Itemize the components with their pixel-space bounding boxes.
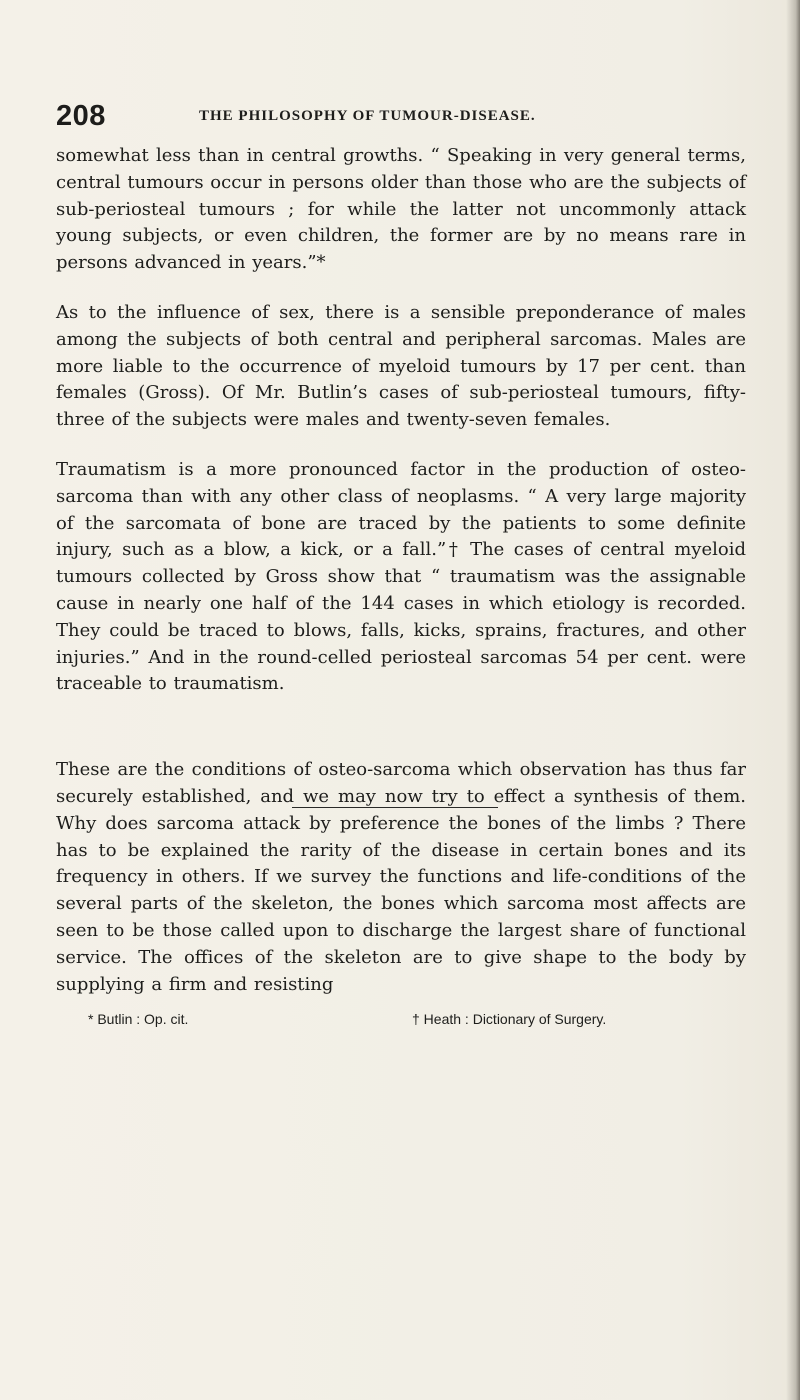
footnotes [88,1011,708,1035]
body-text [56,143,746,998]
paragraph-synthesis: These are the conditions of osteo-sarcoma which observation has thus far securely established, and we may now try to effect a synthesis of them. Why does sarcoma attack by preference the bones of the limbs ? There has to be explained the rarity of the disease in certain bones and its frequency in others. If we survey the functions and life-conditions of the several parts of the skeleton, the bones which sarcoma most affects are seen to be those called upon to discharge the largest share of functional service. The offices of the skeleton are to give shape to the body by supplying a firm and resisting [56,759,746,995]
running-head: THE PHILOSOPHY OF TUMOUR-DISEASE. [199,108,536,124]
footnote-butlin: * Butlin : Op. cit. [88,1011,189,1027]
paragraph-traumatism: Traumatism is a more pronounced factor in the production of osteo-sarcoma than with any other class of neoplasms. “ A very large majority of the sarcomata of bone are traced by the patients to some definite injury, such as a blow, a kick, or a fall.”† The cases of central myeloid tumours collected by Gross show that “ traumatism was the assignable cause in nearly one half of the 144 cases in which etiology is recorded. They could be traced to blows, falls, kicks, sprains, fractures, and other injuries.” And in the round-celled periosteal sarcomas 54 per cent. were traceable to traumatism. [56,458,746,695]
section-divider [292,807,498,808]
paragraph-age: somewhat less than in central growths. “ Speaking in very general terms, central tumours occur in persons older than those who are the subjects of sub-periosteal tumours ; for while the latter not uncommonly attack young subjects, or even children, the former are by no means rare in persons advanced in years.”* [56,145,746,274]
page-number: 208 [56,100,106,132]
paragraph-sex: As to the influence of sex, there is a sensible preponderance of males among the subjects of both central and peripheral sarcomas. Males are more liable to the occurrence of myeloid tumours by 17 per cent. than females (Gross). Of Mr. Butlin’s cases of sub-periosteal tumours, fifty-three of the subjects were males and twenty-seven females. [56,301,746,431]
page-header [56,100,746,140]
footnote-heath: † Heath : Dictionary of Surgery. [412,1011,607,1027]
page-edge-shadow [786,0,800,1400]
